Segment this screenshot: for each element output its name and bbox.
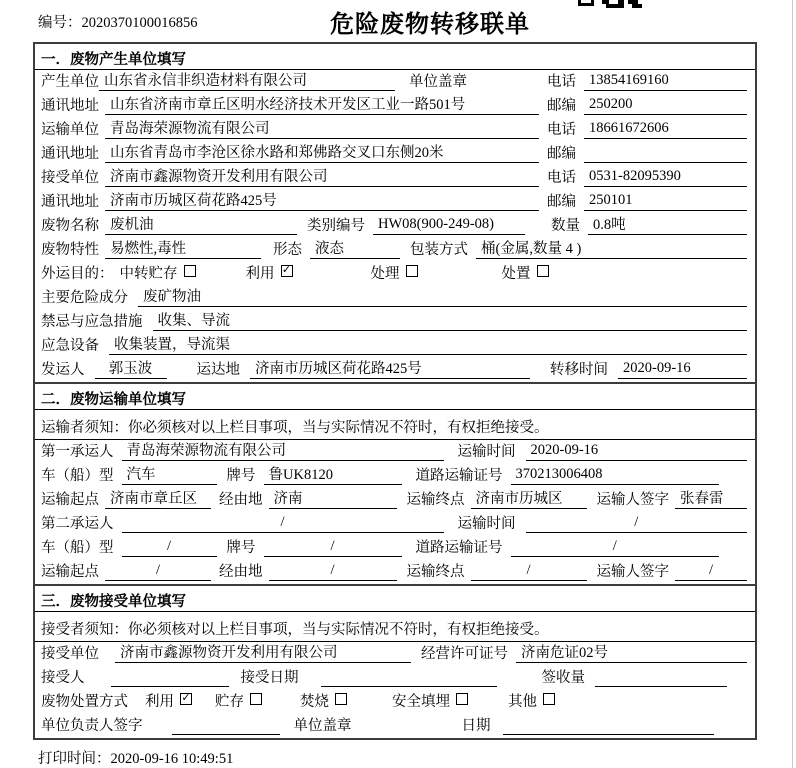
origin-label: 运输起点 — [41, 492, 99, 508]
road-license-label: 道路运输证号 — [415, 468, 503, 484]
disposal-option-incineration: 焚烧 — [300, 690, 347, 711]
unit-seal-label: 单位盖章 — [409, 74, 467, 90]
producer-label: 产生单位 — [41, 74, 99, 90]
origin1-value: 济南市章丘区 — [105, 487, 211, 509]
signature1-value: 张春雷 — [675, 487, 747, 509]
carrier1-value: 青岛海荣源物流有限公司 — [122, 439, 444, 461]
page-right-edge — [792, 0, 793, 768]
purpose-option-transfer: 中转贮存 — [120, 262, 196, 283]
section3-header: 三．废物接受单位填写 — [35, 586, 755, 612]
row-acceptor — [35, 666, 755, 690]
waste-name-value: 废机油 — [105, 213, 297, 235]
row-route2 — [35, 560, 755, 584]
row-purpose — [35, 262, 755, 286]
quantity-value: 0.8吨 — [588, 213, 747, 235]
vehicle1-value: 汽车 — [122, 463, 217, 485]
checkbox-disposal — [537, 265, 549, 277]
row-disposal — [35, 690, 755, 714]
terminal2-value: / — [471, 562, 587, 581]
address-label: 通讯地址 — [41, 146, 99, 162]
disposal-option-use: 利用 ✓ — [145, 692, 191, 710]
terminal1-value: 济南市历城区 — [471, 487, 587, 509]
disposal-option-landfill: 安全填埋 — [392, 690, 468, 711]
disposal-option-storage: 贮存 — [215, 690, 262, 711]
transporter-value: 青岛海荣源物流有限公司 — [105, 117, 539, 139]
address-label: 通讯地址 — [41, 194, 99, 210]
character-value: 易燃性,毒性 — [105, 237, 261, 259]
destination-label: 运达地 — [196, 362, 240, 378]
print-time-label: 打印时间： — [38, 751, 111, 767]
disposal-label: 废物处置方式 — [41, 694, 128, 710]
vehicle2-value: / — [122, 538, 217, 557]
head-signature-label: 单位负责人签字 — [41, 718, 143, 734]
head-signature-value — [172, 716, 280, 735]
producer-phone-value: 13854169160 — [584, 72, 747, 91]
equipment-label: 应急设备 — [41, 338, 99, 354]
taboo-label: 禁忌与应急措施 — [41, 314, 143, 330]
address-label: 通讯地址 — [41, 98, 99, 114]
row-transporter-address — [35, 142, 755, 166]
serial-value: 2020370100016856 — [81, 15, 198, 31]
purpose-option-use: 利用 ✓ — [245, 264, 292, 282]
road-license1-value: 370213006408 — [511, 466, 720, 485]
unit-seal-label: 单位盖章 — [293, 718, 352, 734]
producer-address-value: 山东省济南市章丘区明水经济技术开发区工业一路501号 — [105, 93, 539, 115]
disposal-option-other: 其他 — [508, 690, 555, 711]
row-hazard — [35, 286, 755, 310]
carrier-signature-label: 运输人签字 — [596, 492, 669, 508]
via-label: 经由地 — [219, 492, 263, 508]
transfer-time-value: 2020-09-16 — [618, 360, 747, 379]
receiving-unit-label: 接受单位 — [41, 646, 99, 662]
quantity-label: 数量 — [551, 218, 580, 234]
receiving-unit-value: 济南市鑫源物资开发利用有限公司 — [115, 641, 411, 663]
row-waste-name — [35, 214, 755, 238]
print-time-value: 2020-09-16 10:49:51 — [110, 751, 234, 767]
acceptor-value — [111, 668, 229, 687]
document-header — [0, 0, 796, 42]
form-label: 形态 — [273, 242, 302, 258]
via2-value: / — [269, 562, 397, 581]
character-label: 废物特性 — [41, 242, 99, 258]
accept-date-value — [321, 668, 497, 687]
serial-label: 编号： — [38, 15, 82, 31]
phone-label: 电话 — [547, 122, 576, 138]
hazard-label: 主要危险成分 — [41, 290, 128, 306]
permit-value: 济南危证02号 — [516, 641, 747, 663]
row-producer-address — [35, 94, 755, 118]
permit-label: 经营许可证号 — [421, 646, 508, 662]
row-transporter — [35, 118, 755, 142]
manifest-form-table — [33, 42, 757, 740]
zip-label: 邮编 — [547, 98, 576, 114]
phone-label: 电话 — [547, 74, 576, 90]
receiver-zip-value: 250101 — [584, 192, 747, 211]
receiver-address-value: 济南市历城区荷花路425号 — [105, 189, 539, 211]
plate-label: 牌号 — [226, 540, 256, 556]
receiver-phone-value: 0531-82095390 — [584, 168, 747, 187]
transport-time-label: 运输时间 — [457, 516, 516, 532]
category-label: 类别编号 — [307, 218, 365, 234]
section-receiver — [35, 584, 755, 738]
origin2-value: / — [105, 562, 211, 581]
via-label: 经由地 — [219, 564, 263, 580]
page-title: 危险废物转移联单 — [330, 12, 530, 38]
row-waste-character — [35, 238, 755, 262]
print-time-line — [38, 747, 233, 768]
origin-label: 运输起点 — [41, 564, 99, 580]
transporter-label: 运输单位 — [41, 122, 99, 138]
waste-name-label: 废物名称 — [41, 218, 99, 234]
transport-time-label: 运输时间 — [457, 444, 516, 460]
section1-header: 一．废物产生单位填写 — [35, 44, 755, 70]
checkbox-transfer-storage — [184, 265, 196, 277]
purpose-option-dispose: 处置 — [502, 262, 549, 283]
checkbox-disposal-other — [543, 693, 555, 705]
transfer-time-label: 转移时间 — [550, 362, 608, 378]
plate2-value: / — [264, 538, 402, 557]
road-license2-value: / — [511, 538, 720, 557]
transport-time2-value: / — [526, 514, 748, 533]
row-vehicle2 — [35, 536, 755, 560]
form-value: 液态 — [310, 237, 400, 259]
row-vehicle1 — [35, 464, 755, 488]
signature2-value: / — [675, 562, 747, 581]
carrier2-value: / — [122, 514, 444, 533]
zip-label: 邮编 — [547, 194, 576, 210]
section-transporter — [35, 382, 755, 584]
vehicle-type-label: 车（船）型 — [41, 468, 114, 484]
producer-zip-value: 250200 — [584, 96, 747, 115]
accept-date-label: 接受日期 — [240, 670, 299, 686]
packing-value: 桶(金属,数量 4 ) — [476, 237, 747, 259]
transport-time1-value: 2020-09-16 — [526, 442, 748, 461]
vehicle-type-label: 车（船）型 — [41, 540, 114, 556]
plate1-value: 鲁UK8120 — [264, 463, 402, 485]
hazard-value: 废矿物油 — [138, 285, 747, 307]
shipper-label: 发运人 — [41, 362, 85, 378]
section2-header: 二．废物运输单位填写 — [35, 384, 755, 410]
receiver-value: 济南市鑫源物资开发利用有限公司 — [105, 165, 539, 187]
purpose-option-treat: 处理 — [371, 262, 418, 283]
checkbox-use: ✓ — [281, 264, 292, 276]
purpose-label: 外运目的： — [41, 266, 114, 282]
section-producer — [35, 44, 755, 382]
shipper-value: 郭玉波 — [95, 357, 167, 379]
row-shipper — [35, 358, 755, 382]
row-producer — [35, 70, 755, 94]
phone-label: 电话 — [547, 170, 576, 186]
transporter-zip-value — [584, 144, 747, 163]
taboo-value: 收集、导流 — [153, 309, 748, 331]
transporter-phone-value: 18661672606 — [584, 120, 747, 139]
zip-label: 邮编 — [547, 146, 576, 162]
transporter-notice: 运输者须知：你必须核对以上栏目事项，当与实际情况不符时，有权拒绝接受。 — [35, 410, 755, 440]
date-value — [503, 716, 715, 735]
equipment-value: 收集装置，导流渠 — [109, 333, 747, 355]
checkbox-disposal-landfill — [456, 693, 468, 705]
received-amount-value — [595, 668, 727, 687]
row-taboo — [35, 310, 755, 334]
acceptor-label: 接受人 — [41, 670, 85, 686]
row-receiver — [35, 166, 755, 190]
row-equipment — [35, 334, 755, 358]
date-label: 日期 — [461, 718, 491, 734]
destination-value: 济南市历城区荷花路425号 — [250, 357, 530, 379]
row-route1 — [35, 488, 755, 512]
checkbox-disposal-storage — [250, 693, 262, 705]
checkbox-disposal-use: ✓ — [181, 692, 191, 704]
producer-value: 山东省永信非织造材料有限公司 — [99, 69, 395, 91]
checkbox-treatment — [406, 265, 418, 277]
terminal-label: 运输终点 — [406, 492, 465, 508]
receiver-label: 接受单位 — [41, 170, 99, 186]
qr-finder-fragment — [578, 0, 594, 6]
via1-value: 济南 — [269, 487, 397, 509]
checkbox-disposal-incineration — [335, 693, 347, 705]
carrier-signature-label: 运输人签字 — [596, 564, 669, 580]
packing-label: 包装方式 — [410, 242, 468, 258]
carrier2-label: 第二承运人 — [41, 516, 114, 532]
row-receiver-address — [35, 190, 755, 214]
row-head-signature — [35, 714, 755, 738]
received-amount-label: 签收量 — [541, 670, 585, 686]
category-value: HW08(900-249-08) — [373, 216, 525, 235]
carrier1-label: 第一承运人 — [41, 444, 114, 460]
transporter-address-value: 山东省青岛市李沧区徐水路和郑佛路交叉口东侧20米 — [105, 141, 539, 163]
plate-label: 牌号 — [226, 468, 256, 484]
road-license-label: 道路运输证号 — [415, 540, 503, 556]
row-carrier1 — [35, 440, 755, 464]
receiver-notice: 接受者须知：你必须核对以上栏目事项，当与实际情况不符时，有权拒绝接受。 — [35, 612, 755, 642]
terminal-label: 运输终点 — [406, 564, 465, 580]
qr-code-icon — [578, 0, 642, 9]
row-carrier2 — [35, 512, 755, 536]
row-receiving-unit — [35, 642, 755, 666]
